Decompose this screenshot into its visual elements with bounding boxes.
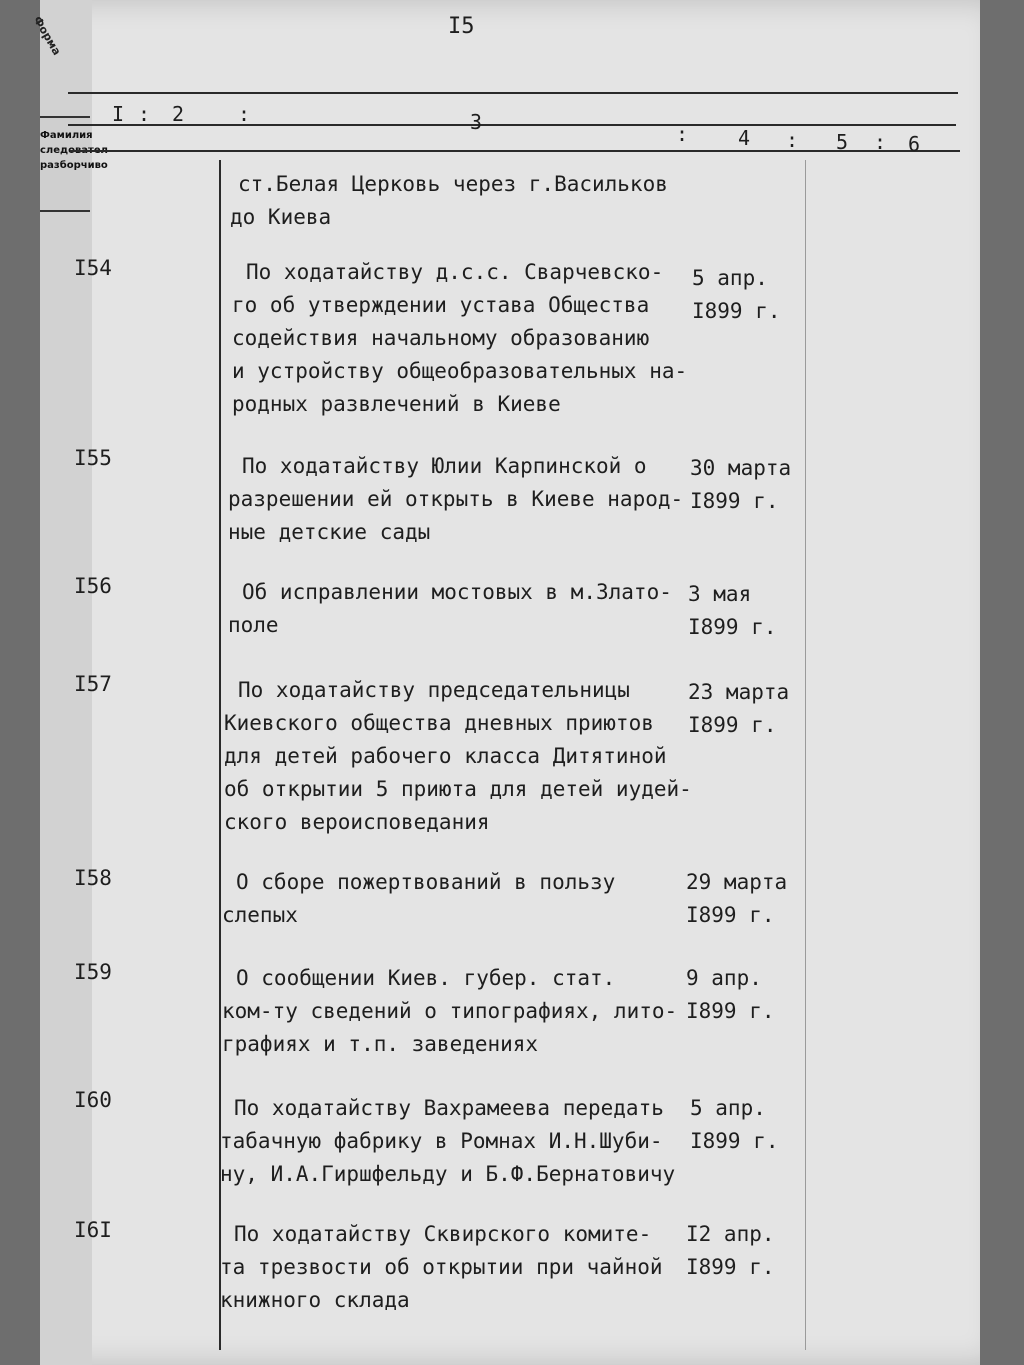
entry-text	[222, 866, 615, 932]
page-number: I5	[448, 14, 475, 39]
column-header: 4	[738, 126, 751, 150]
text-line: слепых	[222, 903, 298, 927]
date-line: 9 апр.	[686, 966, 762, 990]
date-line: I899 г.	[686, 903, 775, 927]
entry-text	[228, 450, 683, 549]
text-line: ст.Белая Церковь через г.Васильков	[238, 172, 668, 196]
entry-number: I59	[74, 960, 112, 984]
entry-number: I54	[74, 256, 112, 280]
column-header-separator: :	[676, 122, 689, 146]
text-line: табачную фабрику в Ромнах И.Н.Шуби-	[220, 1129, 663, 1153]
column-header: 3	[470, 110, 483, 134]
date-line: 3 мая	[688, 582, 752, 606]
text-line: По ходатайству председательницы	[238, 678, 630, 702]
box-line: следовател	[40, 145, 108, 156]
text-line: ского вероисповедания	[224, 810, 490, 834]
text-line: для детей рабочего класса Дитятиной	[224, 744, 667, 768]
header-rule-bottom	[70, 150, 960, 152]
column-header-separator: :	[786, 128, 799, 152]
text-line: об открытии 5 приюта для детей иудей-	[224, 777, 692, 801]
date-line: I899 г.	[688, 615, 777, 639]
entry-date	[686, 1218, 775, 1284]
date-line: I899 г.	[686, 999, 775, 1023]
adjacent-page-header-box	[40, 116, 108, 212]
text-line: ну, И.А.Гиршфельду и Б.Ф.Бернатовичу	[220, 1162, 676, 1186]
date-line: 23 марта	[688, 680, 790, 704]
date-line: I899 г.	[686, 1255, 775, 1279]
text-line: По ходатайству Сквирского комите-	[234, 1222, 652, 1246]
entry-date	[686, 866, 787, 932]
entry-date	[688, 578, 777, 644]
entry-date	[688, 676, 789, 742]
text-line: книжного склада	[220, 1288, 410, 1312]
date-line: I899 г.	[688, 713, 777, 737]
entry-number: I58	[74, 866, 112, 890]
text-line: По ходатайству д.с.с. Сварчевско-	[246, 260, 664, 284]
text-line: Киевского общества дневных приютов	[224, 711, 654, 735]
date-line: 5 апр.	[692, 266, 768, 290]
entry-date	[686, 962, 775, 1028]
date-line: 5 апр.	[690, 1096, 766, 1120]
text-line: и устройству общеобразовательных на-	[232, 359, 688, 383]
entry-text	[224, 674, 692, 839]
text-line: до Киева	[230, 205, 332, 229]
text-line: графиях и т.п. заведениях	[222, 1032, 539, 1056]
date-line: 29 марта	[686, 870, 788, 894]
column-divider	[805, 160, 806, 1350]
entry-date	[690, 1092, 779, 1158]
box-line: разборчиво	[40, 160, 108, 171]
date-line: I899 г.	[692, 299, 781, 323]
entry-number: I6I	[74, 1218, 112, 1242]
column-header: 5	[836, 130, 849, 154]
text-line: ком-ту сведений о типографиях, лито-	[222, 999, 678, 1023]
entry-number: I60	[74, 1088, 112, 1112]
entry-number: I57	[74, 672, 112, 696]
text-line: Об исправлении мостовых в м.Злато-	[242, 580, 672, 604]
text-line: содействия начальному образованию	[232, 326, 650, 350]
entry-text	[228, 576, 672, 642]
entry-text	[220, 1218, 663, 1317]
date-line: 30 марта	[690, 456, 792, 480]
entry-text	[220, 1092, 675, 1191]
header-rule-top	[68, 92, 958, 94]
text-line: По ходатайству Юлии Карпинской о	[242, 454, 647, 478]
entry-text	[222, 962, 677, 1061]
text-line: ные детские сады	[228, 520, 431, 544]
date-line: I2 апр.	[686, 1222, 775, 1246]
entry-text	[232, 256, 687, 421]
date-line: I899 г.	[690, 1129, 779, 1153]
column-header: 2	[172, 102, 185, 126]
header-rule-middle	[68, 124, 956, 126]
text-line: та трезвости об открытии при чайной	[220, 1255, 663, 1279]
column-header-separator: :	[138, 102, 151, 126]
continuation-text	[230, 168, 668, 234]
box-line: Фамилия	[40, 130, 93, 141]
date-line: I899 г.	[690, 489, 779, 513]
entry-date	[692, 262, 781, 328]
form-label: Форма	[30, 14, 64, 58]
entry-number: I55	[74, 446, 112, 470]
entry-number: I56	[74, 574, 112, 598]
text-line: го об утверждении устава Общества	[232, 293, 650, 317]
column-header-separator: :	[874, 130, 887, 154]
column-header: 6	[908, 132, 921, 156]
text-line: разрешении ей открыть в Киеве народ-	[228, 487, 684, 511]
text-line: О сборе пожертвований в пользу	[236, 870, 616, 894]
column-header-separator: :	[238, 102, 251, 126]
text-line: поле	[228, 613, 279, 637]
text-line: родных развлечений в Киеве	[232, 392, 561, 416]
text-line: О сообщении Киев. губер. стат.	[236, 966, 616, 990]
column-header: I	[112, 102, 125, 126]
text-line: По ходатайству Вахрамеева передать	[234, 1096, 664, 1120]
entry-date	[690, 452, 791, 518]
